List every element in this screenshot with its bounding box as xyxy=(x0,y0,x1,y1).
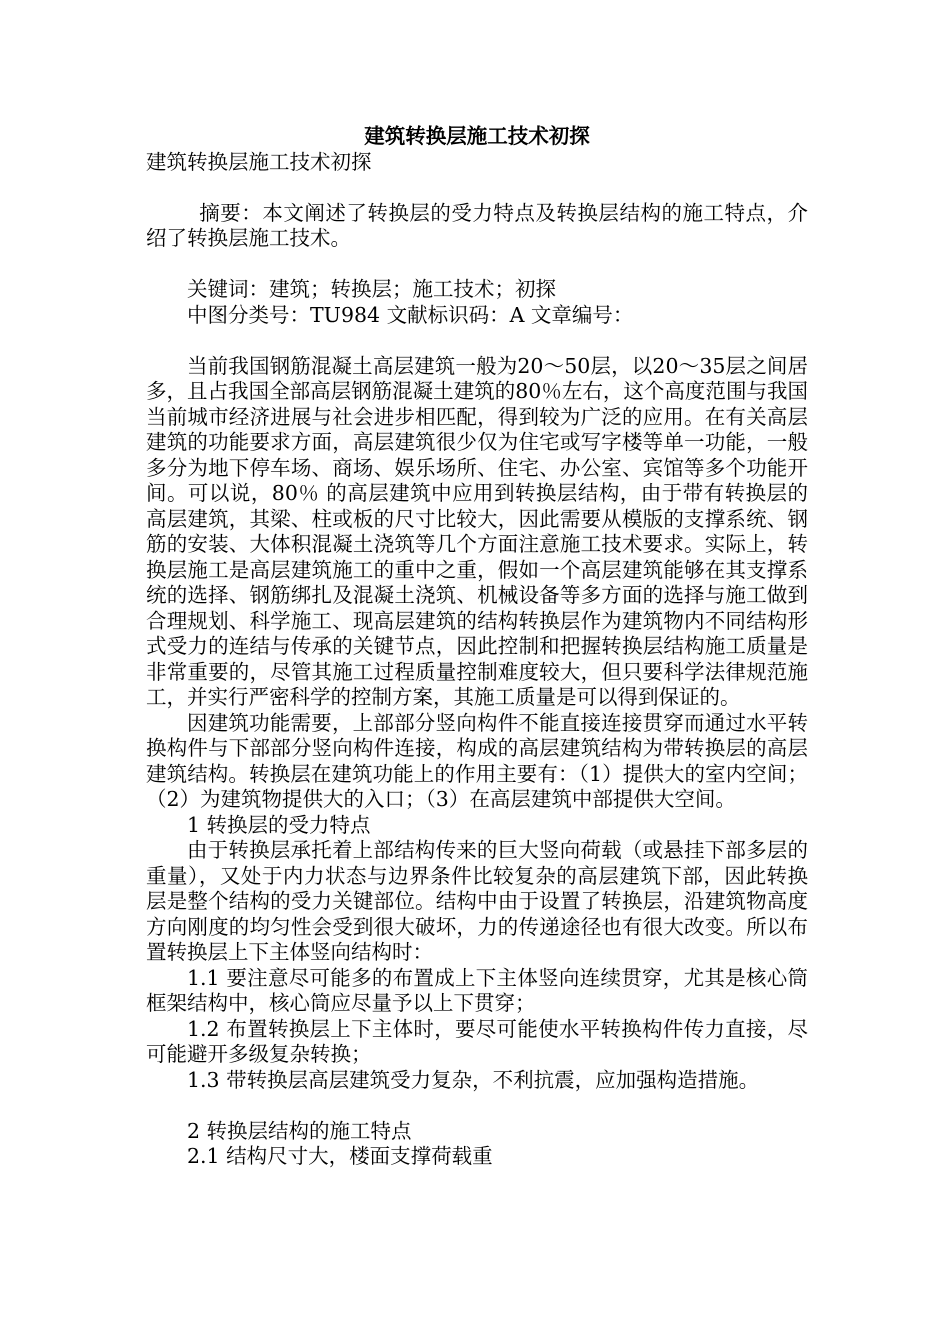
list-item-1-2: 1.2 布置转换层上下主体时，要尽可能使水平转换构件传力直接，尽可能避开多级复杂转换； xyxy=(146,1016,808,1066)
list-item-2-1: 2.1 结构尺寸大，楼面支撑荷载重 xyxy=(187,1144,493,1168)
list-item-1-3: 1.3 带转换层高层建筑受力复杂，不利抗震，应加强构造措施。 xyxy=(187,1067,760,1092)
document-title: 建筑转换层施工技术初探 xyxy=(364,124,590,148)
abstract-paragraph: 摘要：本文阐述了转换层的受力特点及转换层结构的施工特点，介绍了转换层施工技术。 xyxy=(146,200,808,250)
keywords-line: 关键词：建筑；转换层；施工技术；初探 xyxy=(187,277,556,301)
list-item-1-1: 1.1 要注意尽可能多的布置成上下主体竖向连续贯穿，尤其是核心筒框架结构中，核心筒应尽量予以上下贯穿； xyxy=(146,965,808,1015)
section-heading-1: 1 转换层的受力特点 xyxy=(187,812,371,837)
body-paragraph-1: 当前我国钢筋混凝土高层建筑一般为20～50层，以20～35层之间居多，且占我国全部高层钢筋混凝土建筑的80％左右，这个高度范围与我国当前城市经济进展与社会进步相匹配，得到较为广泛的应用。在有关高层建筑的功能要求方面，高层建筑很少仅为住宅或写字楼等单一功能，一般多分为地下停车场、商场、娱乐场所、住宅、办公室、宾馆等多个功能开间。可以说，80％ 的高层建筑中应用到转换层结构，由于带有转换层的高层建筑，其梁、柱或板的尺寸比较大，因此需要从模版的支撑系统、钢筋的安装、大体积混凝土浇筑等几个方面注意施工技术要求。实际上，转换层施工是高层建筑施工的重中之重，假如一个高层建筑能够在其支撑系统的选择、钢筋绑扎及混凝土浇筑、机械设备等多方面的选择与施工做到合理规划、科学施工、现高层建筑的结构转换层作为建筑物内不同结构形式受力的连结与传承的关键节点，因此控制和把握转换层结构施工质量是非常重要的，尽管其施工过程质量控制难度较大，但只要科学法律规范施工，并实行严密科学的控制方案，其施工质量是可以得到保证的。 xyxy=(146,353,808,709)
spacer xyxy=(146,175,808,201)
classification-line: 中图分类号：TU984 文献标识码：A 文章编号： xyxy=(187,302,634,327)
document-page xyxy=(146,124,808,1170)
spacer xyxy=(146,328,808,354)
body-paragraph-2: 因建筑功能需要，上部部分竖向构件不能直接连接贯穿而通过水平转换构件与下部部分竖向构件连接，构成的高层建筑结构为带转换层的高层建筑结构。转换层在建筑功能上的作用主要有：（1）提供大的室内空间；（2）为建筑物提供大的入口；（3）在高层建筑中部提供大空间。 xyxy=(146,710,808,811)
spacer xyxy=(146,1093,808,1119)
section-heading-2: 2 转换层结构的施工特点 xyxy=(187,1118,412,1143)
spacer xyxy=(146,252,808,278)
body-paragraph-3: 由于转换层承托着上部结构传来的巨大竖向荷载（或悬挂下部多层的重量），又处于内力状态与边界条件比较复杂的高层建筑下部，因此转换层是整个结构的受力关键部位。结构中由于设置了转换层，沿建筑物高度方向刚度的均匀性会受到很大破坏，力的传递途径也有很大改变。所以布置转换层上下主体竖向结构时： xyxy=(146,838,808,964)
document-subtitle: 建筑转换层施工技术初探 xyxy=(146,149,372,174)
